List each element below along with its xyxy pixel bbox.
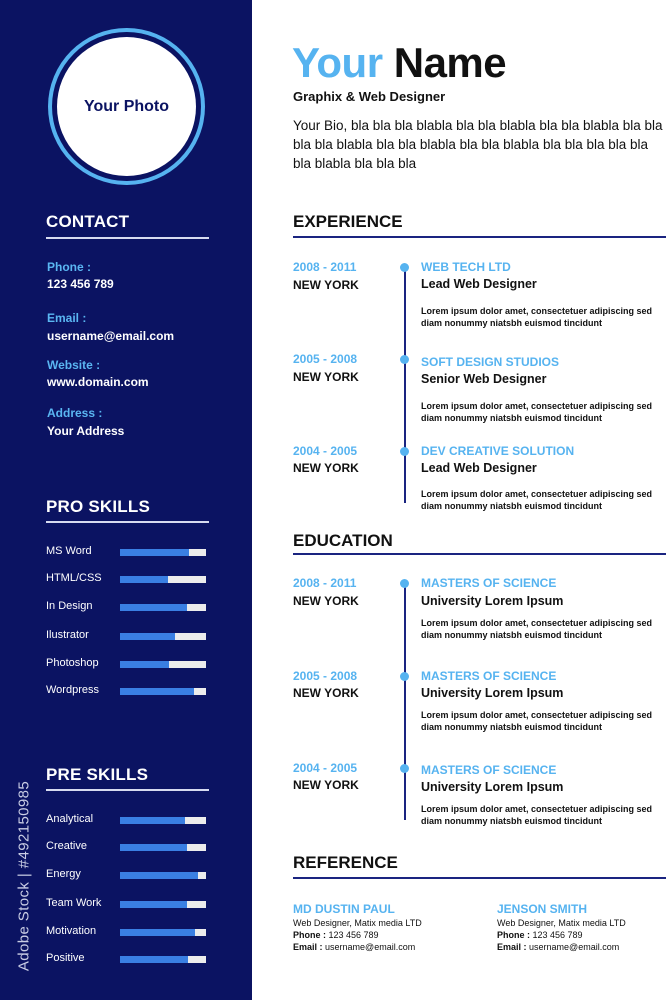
education-date: 2008 - 2011 [293, 576, 357, 590]
skill-name: MS Word [46, 545, 92, 557]
bio-text: Your Bio, bla bla bla blabla bla bla blabla bla bla blabla bla bla bla bla blabla bla bla blabla bla bla blabla bla bla bla bla bla bla blabla bla bla bla [293, 118, 663, 171]
experience-description: Lorem ipsum dolor amet, consectetuer adipiscing sed diam nonummy niatsbh euismod tincidunt [421, 306, 653, 328]
education-location: NEW YORK [293, 778, 359, 792]
education-degree: MASTERS OF SCIENCE [421, 763, 557, 777]
education-timeline [404, 582, 406, 820]
pro-skills-heading: PRO SKILLS [46, 497, 151, 516]
skill-name: Energy [46, 868, 81, 880]
skill-row [46, 545, 208, 561]
education-location: NEW YORK [293, 594, 359, 608]
watermark-text: Adobe Stock | #492150985 [15, 780, 33, 972]
experience-location: NEW YORK [293, 278, 359, 292]
experience-company: SOFT DESIGN STUDIOS [421, 355, 560, 369]
experience-date: 2004 - 2005 [293, 444, 358, 458]
experience-date: 2008 - 2011 [293, 260, 357, 274]
skill-name: Wordpress [46, 684, 99, 696]
timeline-dot [400, 764, 409, 773]
contact-email-value: username@email.com [47, 329, 175, 343]
skill-row [46, 897, 208, 913]
experience-company: WEB TECH LTD [421, 260, 511, 274]
skill-row [46, 925, 208, 941]
education-description: Lorem ipsum dolor amet, consectetuer adipiscing sed diam nonummy niatsbh euismod tincidunt [421, 618, 653, 640]
skill-bar [120, 844, 206, 851]
education-school: University Lorem Ipsum [421, 686, 564, 700]
skill-bar [120, 901, 206, 908]
experience-description: Lorem ipsum dolor amet, consectetuer adipiscing sed diam nonummy niatsbh euismod tincidunt [421, 401, 653, 423]
skill-bar-fill [120, 872, 198, 879]
education-location: NEW YORK [293, 686, 359, 700]
contact-website-value: www.domain.com [47, 375, 149, 389]
skill-bar-fill [120, 956, 188, 963]
reference-name: MD DUSTIN PAUL [293, 902, 395, 916]
contact-email-label: Email : [47, 311, 87, 325]
skill-bar [120, 688, 206, 695]
education-description: Lorem ipsum dolor amet, consectetuer adipiscing sed diam nonummy niatsbh euismod tincidunt [421, 710, 653, 732]
experience-company: DEV CREATIVE SOLUTION [421, 444, 575, 458]
skill-bar-fill [120, 576, 168, 583]
first-name: Your [292, 39, 383, 86]
job-title: Graphix & Web Designer [293, 89, 446, 104]
timeline-dot [400, 263, 409, 272]
reference-phone: Phone : 123 456 789 [293, 930, 379, 940]
stock-watermark [14, 762, 34, 990]
experience-role: Senior Web Designer [421, 372, 547, 386]
skill-bar-fill [120, 549, 189, 556]
reference-card [293, 902, 473, 953]
skill-bar-fill [120, 929, 195, 936]
reference-card [497, 902, 666, 953]
experience-role: Lead Web Designer [421, 461, 537, 475]
skill-bar [120, 929, 206, 936]
reference-name: JENSON SMITH [497, 902, 588, 916]
skill-row [46, 840, 208, 856]
skill-name: Creative [46, 840, 87, 852]
skill-bar [120, 633, 206, 640]
education-divider [293, 553, 666, 555]
experience-location: NEW YORK [293, 370, 359, 384]
education-description: Lorem ipsum dolor amet, consectetuer adipiscing sed diam nonummy niatsbh euismod tincidunt [421, 804, 653, 826]
skill-bar [120, 576, 206, 583]
reference-divider [293, 877, 666, 879]
skill-bar-fill [120, 688, 194, 695]
sidebar [0, 0, 252, 1000]
education-date: 2005 - 2008 [293, 669, 358, 683]
skill-row [46, 657, 208, 673]
skill-row [46, 868, 208, 884]
skill-bar-fill [120, 661, 169, 668]
experience-description: Lorem ipsum dolor amet, consectetuer adipiscing sed diam nonummy niatsbh euismod tincidunt [421, 489, 653, 511]
skill-row [46, 952, 208, 968]
reference-email: Email : username@email.com [293, 942, 416, 952]
contact-address-label: Address : [47, 406, 103, 420]
contact-phone-value: 123 456 789 [47, 277, 114, 291]
skill-name: Ilustrator [46, 629, 89, 641]
skill-name: Analytical [46, 813, 94, 825]
reference-heading: REFERENCE [293, 853, 398, 872]
skill-bar [120, 604, 206, 611]
education-degree: MASTERS OF SCIENCE [421, 669, 557, 683]
reference-company: Web Designer, Matix media LTD [293, 918, 422, 928]
skill-bar-fill [120, 817, 185, 824]
reference-phone: Phone : 123 456 789 [497, 930, 583, 940]
resume-name [292, 38, 506, 88]
photo-placeholder [48, 28, 205, 185]
skill-bar [120, 661, 206, 668]
experience-location: NEW YORK [293, 461, 359, 475]
education-school: University Lorem Ipsum [421, 780, 564, 794]
experience-timeline [404, 265, 406, 503]
timeline-dot [400, 355, 409, 364]
skill-bar [120, 817, 206, 824]
education-degree: MASTERS OF SCIENCE [421, 576, 557, 590]
skill-row [46, 629, 208, 645]
skill-row [46, 572, 208, 588]
reference-company: Web Designer, Matix media LTD [497, 918, 626, 928]
skill-name: HTML/CSS [46, 572, 102, 584]
reference-email: Email : username@email.com [497, 942, 620, 952]
experience-divider [293, 236, 666, 238]
skill-bar-fill [120, 604, 187, 611]
timeline-dot [400, 579, 409, 588]
experience-heading: EXPERIENCE [293, 212, 403, 231]
skill-bar [120, 956, 206, 963]
pre-skills-divider [46, 789, 209, 791]
last-name: Name [393, 39, 507, 86]
skill-name: Positive [46, 952, 85, 964]
skill-row [46, 600, 208, 616]
experience-date: 2005 - 2008 [293, 352, 358, 366]
skill-name: Motivation [46, 925, 97, 937]
skill-bar-fill [120, 901, 187, 908]
education-date: 2004 - 2005 [293, 761, 358, 775]
skill-name: Photoshop [46, 657, 99, 669]
skill-row [46, 813, 208, 829]
contact-divider [46, 237, 209, 239]
contact-website-label: Website : [47, 358, 101, 372]
skill-name: In Design [46, 600, 93, 612]
skill-name: Team Work [46, 897, 102, 909]
skill-bar [120, 872, 206, 879]
skill-bar-fill [120, 633, 175, 640]
experience-role: Lead Web Designer [421, 277, 537, 291]
skill-bar-fill [120, 844, 187, 851]
education-school: University Lorem Ipsum [421, 594, 564, 608]
pre-skills-heading: PRE SKILLS [46, 765, 149, 784]
skill-bar [120, 549, 206, 556]
timeline-dot [400, 672, 409, 681]
contact-address-value: Your Address [47, 424, 125, 438]
skill-row [46, 684, 208, 700]
contact-phone-label: Phone : [47, 260, 91, 274]
timeline-dot [400, 447, 409, 456]
contact-heading: CONTACT [46, 212, 130, 231]
education-heading: EDUCATION [293, 531, 393, 550]
photo-label: Your Photo [83, 97, 170, 115]
pro-skills-divider [46, 521, 209, 523]
